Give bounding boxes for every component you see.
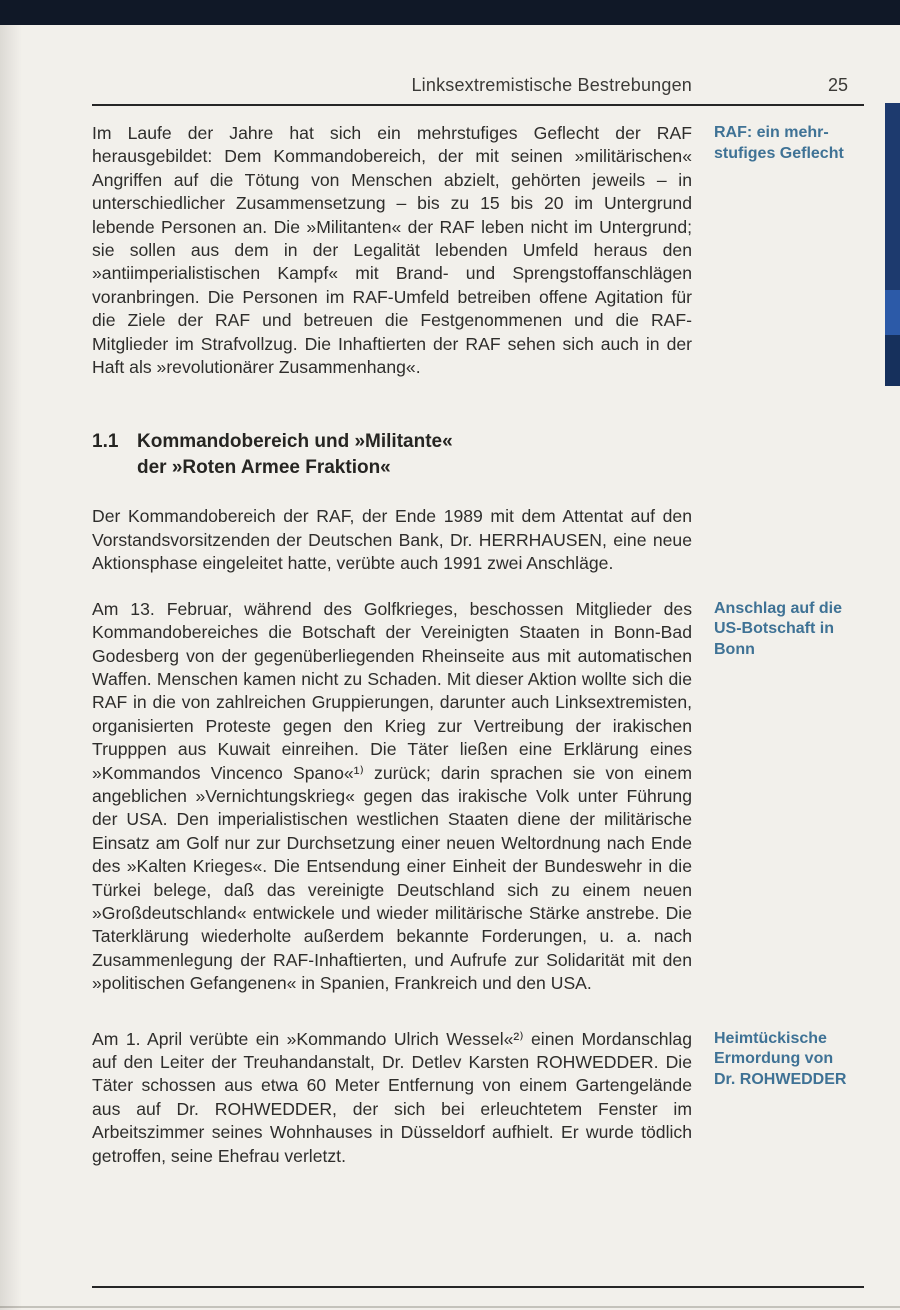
us-botschaft-section [92, 598, 864, 996]
margin-note-line: RAF: ein mehr- [714, 124, 829, 141]
margin-note-anschlag-us-botschaft [714, 598, 864, 661]
chapter-edge-tab [885, 103, 900, 386]
section-heading-1-1 [92, 429, 864, 481]
intro-paragraph: Im Laufe der Jahre hat sich ein mehrstufiges Geflecht der RAF herausgebildet: Dem Kommandobereich, der mit seinen »militärischen« Angriffen auf die Tötung von Menschen abzielt, gehörten jeweils – in unterschiedlicher Zusammensetzung – bis zu 15 bis 20 im Untergrund lebende Personen an. Die »Militanten« der RAF leben nicht im Untergrund; sie sollen aus dem in der Legalität lebenden Umfeld heraus den »antiimperialistischen Kampf« mit Brand- und Sprengstoffanschlägen voranbringen. Die Personen im RAF-Umfeld betreiben offene Agitation für die Ziele der RAF und betreuen die Festgenommenen und die RAF-Mitglieder im Strafvollzug. Die Inhaftierten der RAF sehen sich auch in der Haft als »revolutionärer Zusammenhang«. [92, 123, 692, 378]
intro-section [92, 122, 864, 379]
page-body [92, 25, 864, 1168]
page-number: 25 [827, 75, 848, 95]
page-bottom-edge [0, 1306, 900, 1308]
paragraph-kommandobereich: Der Kommandobereich der RAF, der Ende 1989 mit dem Attentat auf den Vorstandsvorsitzenden der Deutschen Bank, Dr. HERRHAUSEN, eine neue Aktionsphase eingeleitet hatte, verübte auch 1991 zwei Anschläge. [92, 506, 692, 574]
margin-note-line: Bonn [714, 640, 755, 658]
section-number: 1.1 [92, 431, 119, 453]
margin-note-line: Ermordung von [714, 1050, 834, 1068]
page-header [92, 74, 864, 96]
margin-note-rohwedder [714, 1028, 864, 1091]
paragraph-rohwedder: Am 1. April verübte ein »Kommando Ulrich Wessel«²⁾ einen Mordanschlag auf den Leiter der Treuhandanstalt, Dr. Detlev Karsten ROHWEDDER. Die Täter schossen aus etwa 60 Meter Entfernung von einem Gartengelände aus auf Dr. ROHWEDDER, der sich bei erleuchtetem Fenster im Arbeitszimmer seines Wohnhauses in Düsseldorf aufhielt. Er wurde tödlich getroffen, seine Ehefrau verletzt. [92, 1028, 692, 1166]
margin-note-line: US-Botschaft in [714, 620, 834, 638]
margin-note-line: Dr. ROHWEDDER [714, 1070, 847, 1088]
scan-top-edge-bar [0, 0, 900, 25]
section-title-line: Kommandobereich und »Militante« [137, 431, 453, 453]
rohwedder-section [92, 1028, 864, 1168]
margin-note-line: Heimtückische [714, 1029, 827, 1047]
running-title: Linksextremistische Bestrebungen [411, 75, 692, 95]
paragraph-us-botschaft: Am 13. Februar, während des Golfkrieges, beschossen Mitglieder des Kommandobereiches die Botschaft der Vereinigten Staaten in Bonn-Bad Godesberg von der gegenüberliegenden Rheinseite aus mit automatischen Waffen. Menschen kamen nicht zu Schaden. Mit dieser Aktion wollte sich die RAF in die von zahlreichen Gruppierungen, darunter auch Linksextremisten, organisierten Proteste gegen den Krieg zur Vertreibung der irakischen Trupppen aus Kuwait einreihen. Die Täter ließen eine Erklärung eines »Kommandos Vincenco Spano«¹⁾ zurück; darin sprachen sie von einem angeblichen »Vernichtungskrieg« gegen das irakische Volk unter Führung der USA. Den imperialistischen westlichen Staaten diene der militärische Einsatz am Golf nur zur Durchsetzung einer neuen Weltordnung nach Ende des »Kalten Krieges«. Die Entsendung einer Einheit der Bundeswehr in die Türkei belege, daß das vereinigte Deutschland sich zu einem neuen »Großdeutschland« entwickele und wieder militärische Stärke anstrebe. Die Taterklärung wiederholte außerdem bekannte Forderungen, u. a. nach Zusammenlegung der RAF-Inhaftierten, und Aufrufe zur Solidarität mit den »politischen Gefangenen« in Spanien, Frankreich und den USA. [92, 598, 692, 994]
section-title-line: der »Roten Armee Fraktion« [137, 457, 391, 479]
margin-note-line: stufiges Geflecht [714, 144, 844, 162]
header-rule [92, 104, 864, 106]
margin-note-raf-geflecht [714, 122, 864, 164]
kommandobereich-section [92, 505, 864, 575]
section-title [137, 429, 453, 481]
margin-note-line: Anschlag auf die [714, 599, 843, 617]
bottom-rule [92, 1286, 864, 1288]
